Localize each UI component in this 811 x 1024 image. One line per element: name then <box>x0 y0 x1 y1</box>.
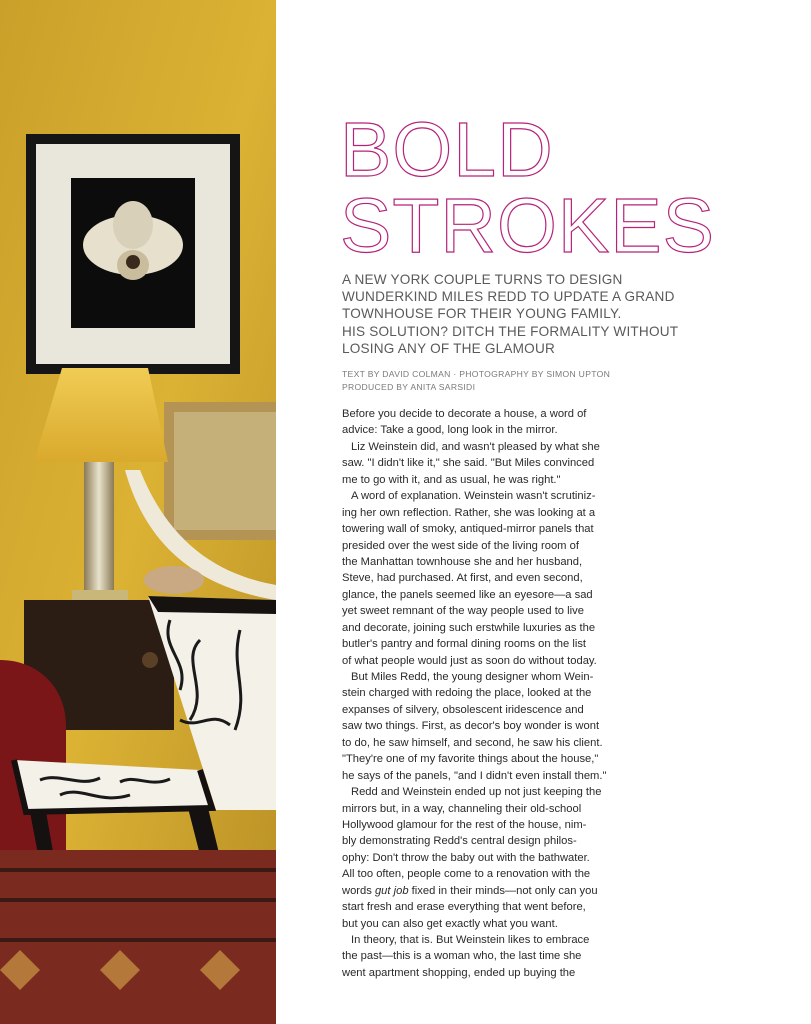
body-line: bly demonstrating Redd's central design philos- <box>342 835 577 848</box>
body-line: saw two things. First, as decor's boy wonder is wont <box>342 720 600 733</box>
deck-line: A NEW YORK COUPLE TURNS TO DESIGN <box>342 272 623 287</box>
body-line: start fresh and erase everything that went before, <box>342 901 586 914</box>
body-fragment: fixed in their minds—not only can you <box>411 884 598 897</box>
body-line: glance, the panels seemed like an eyesore—a sad <box>342 588 593 601</box>
credit-line: TEXT BY DAVID COLMAN · PHOTOGRAPHY BY SIMON UPTON <box>342 369 611 379</box>
body-line: expanses of silvery, obsolescent iridescence and <box>342 703 584 716</box>
interior-photo <box>0 0 276 1024</box>
headline-line-2: STROKES <box>340 183 715 269</box>
italic-term: gut job <box>374 884 409 897</box>
body-line: but you can also get exactly what you want. <box>342 917 558 930</box>
body-line: of what people would just as soon do without today. <box>342 654 597 667</box>
body-line: Liz Weinstein did, and wasn't pleased by what she <box>351 440 600 453</box>
body-line: Steve, had purchased. At first, and even second, <box>342 572 583 585</box>
lamp-base <box>84 462 114 602</box>
body-line: went apartment shopping, ended up buying the <box>342 966 576 979</box>
article-credits <box>342 368 672 394</box>
deck-line: WUNDERKIND MILES REDD TO UPDATE A GRAND <box>342 289 675 305</box>
body-line: ing her own reflection. Rather, she was looking at a <box>342 506 596 519</box>
body-line: butler's pantry and formal dining rooms on the list <box>342 638 587 651</box>
body-line: he says of the panels, "and I didn't even install them." <box>342 769 607 782</box>
article-body <box>342 406 610 981</box>
body-line: mirrors but, in a way, channeling their old-school <box>342 802 582 815</box>
headline-line-1: BOLD <box>340 107 554 193</box>
body-line: "They're one of my favorite things about the house," <box>342 753 599 766</box>
body-line-with-italic <box>342 883 610 899</box>
body-line: advice: Take a good, long look in the mirror. <box>342 424 558 437</box>
deck-line: LOSING ANY OF THE GLAMOUR <box>342 340 555 356</box>
body-line: saw. "I didn't like it," she said. "But Miles convinced <box>342 457 595 470</box>
body-line: towering wall of smoky, antiqued-mirror panels that <box>342 523 594 536</box>
body-line: In theory, that is. But Weinstein likes to embrace <box>351 934 590 946</box>
deck-line: TOWNHOUSE FOR THEIR YOUNG FAMILY. <box>342 306 622 322</box>
credit-line: PRODUCED BY ANITA SARSIDI <box>342 382 476 392</box>
body-line: Hollywood glamour for the rest of the house, nim- <box>342 818 587 831</box>
deck-line: HIS SOLUTION? DITCH THE FORMALITY WITHOUT <box>342 323 679 339</box>
body-line: yet sweet remnant of the way people used to live <box>342 605 584 618</box>
body-line: the past—this is a woman who, the last time she <box>342 950 582 963</box>
body-line: to do, he saw himself, and second, he saw his client. <box>342 736 603 749</box>
body-fragment: words <box>342 884 372 897</box>
body-line: the Manhattan townhouse she and her husband, <box>342 555 583 568</box>
body-line: presided over the west side of the living room of <box>342 539 579 552</box>
body-line: All too often, people come to a renovation with the <box>342 868 591 881</box>
body-line: stein charged with redoing the place, looked at the <box>342 687 592 700</box>
body-line: But Miles Redd, the young designer whom Wein- <box>351 671 594 683</box>
article-deck <box>342 271 702 357</box>
body-line: me to go with it, and as usual, he was right." <box>342 473 561 486</box>
framed-orchid-print <box>26 134 240 374</box>
article-headline <box>340 107 800 269</box>
body-line: A word of explanation. Weinstein wasn't scrutiniz- <box>351 490 596 503</box>
body-line: Redd and Weinstein ended up not just keeping the <box>351 786 602 799</box>
body-line: and decorate, joining such erstwhile luxuries as the <box>342 621 596 634</box>
body-line: ophy: Don't throw the baby out with the bathwater. <box>342 851 590 864</box>
body-line: Before you decide to decorate a house, a word of <box>342 408 587 420</box>
